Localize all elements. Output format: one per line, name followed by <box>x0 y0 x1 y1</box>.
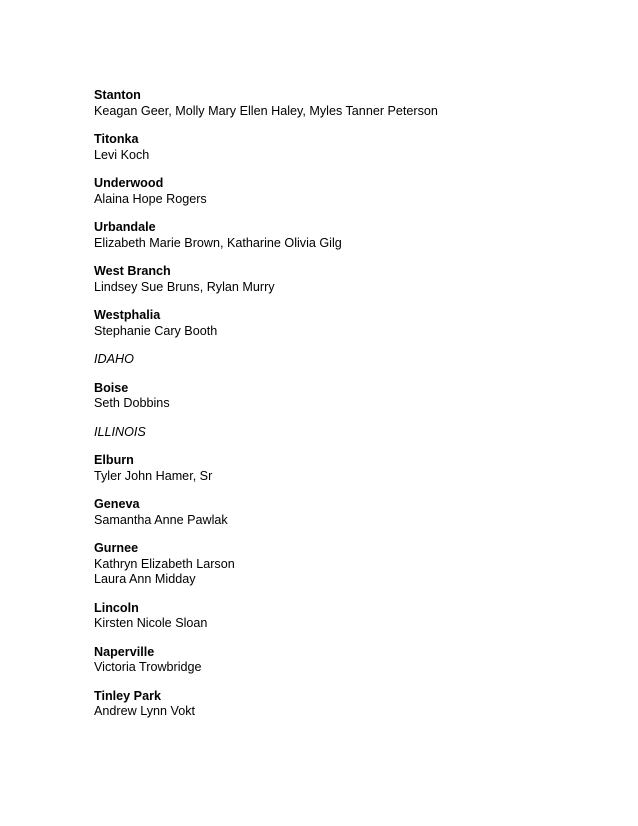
person-names: Kathryn Elizabeth Larson <box>94 556 235 571</box>
city-name: Stanton <box>94 88 141 102</box>
person-names: Alaina Hope Rogers <box>94 191 207 206</box>
person-names: Kirsten Nicole Sloan <box>94 616 208 630</box>
city-entry <box>94 497 614 528</box>
city-name: Urbandale <box>94 220 156 234</box>
city-name: Gurnee <box>94 541 139 555</box>
person-names: Elizabeth Marie Brown, Katharine Olivia Gilg <box>94 235 342 250</box>
city-name: Geneva <box>94 497 140 511</box>
person-names: Lindsey Sue Bruns, Rylan Murry <box>94 279 275 294</box>
person-names: Keagan Geer, Molly Mary Ellen Haley, Myles Tanner Peterson <box>94 103 438 118</box>
city-name: Tinley Park <box>94 688 161 703</box>
city-name: West Branch <box>94 264 171 278</box>
person-names: Andrew Lynn Vokt <box>94 704 196 718</box>
city-entry <box>94 220 614 251</box>
city-name: Titonka <box>94 132 139 146</box>
state-heading: IDAHO <box>94 352 134 366</box>
document-page <box>94 88 614 733</box>
city-name: Boise <box>94 380 129 395</box>
city-entry <box>94 264 614 295</box>
person-names: Samantha Anne Pawlak <box>94 512 228 527</box>
city-entry <box>94 176 614 207</box>
state-heading: ILLINOIS <box>94 424 146 439</box>
city-entry <box>94 645 614 676</box>
city-entry <box>94 601 614 632</box>
city-name: Elburn <box>94 453 134 467</box>
city-name: Westphalia <box>94 308 161 322</box>
city-entry <box>94 88 614 119</box>
city-name: Lincoln <box>94 600 139 615</box>
person-names: Tyler John Hamer, Sr <box>94 468 213 483</box>
person-names: Stephanie Cary Booth <box>94 323 218 338</box>
city-entry <box>94 453 614 484</box>
city-entry <box>94 541 614 588</box>
city-entry <box>94 308 614 339</box>
person-names: Levi Koch <box>94 147 150 162</box>
city-entry <box>94 381 614 412</box>
city-entry <box>94 132 614 163</box>
person-names: Seth Dobbins <box>94 396 170 410</box>
city-name: Underwood <box>94 176 164 190</box>
person-names: Laura Ann Midday <box>94 572 196 586</box>
city-entry <box>94 689 614 720</box>
person-names: Victoria Trowbridge <box>94 660 202 674</box>
city-name: Naperville <box>94 644 155 659</box>
